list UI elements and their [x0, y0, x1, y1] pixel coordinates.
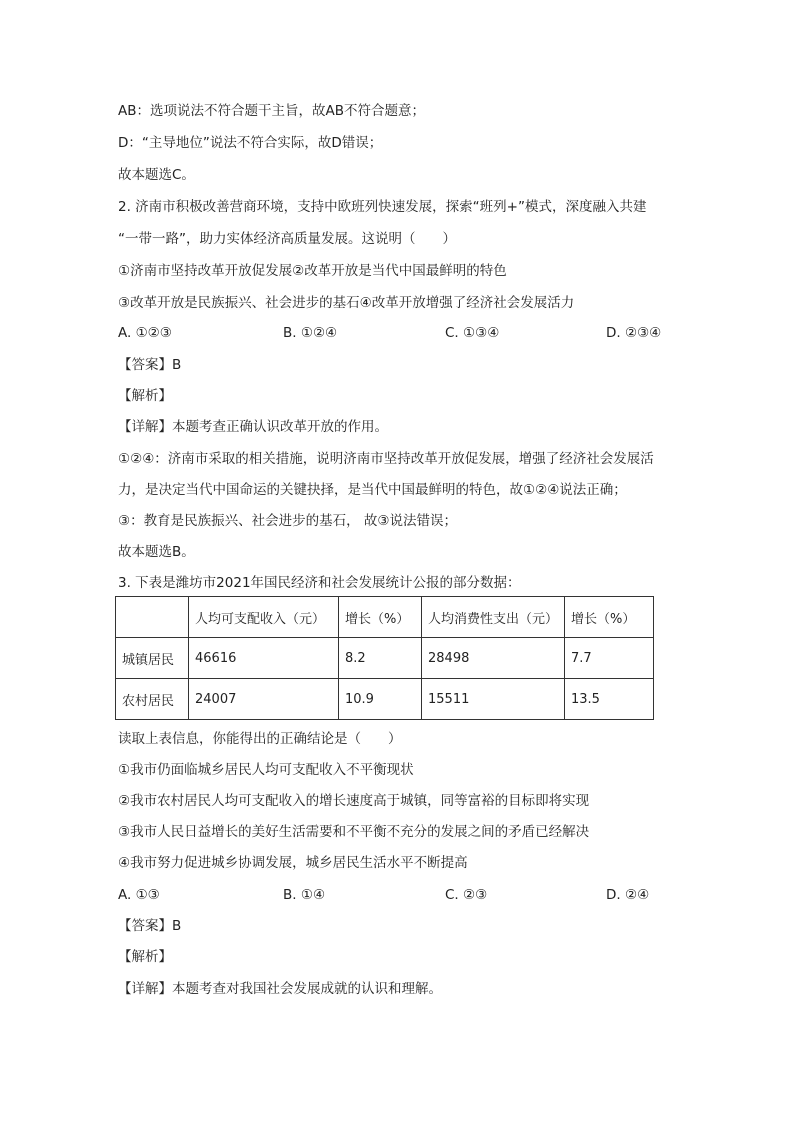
q2-detail: 【详解】本题考查正确认识改革开放的作用。	[118, 419, 388, 435]
q3-statement: ④我市努力促进城乡协调发展，城乡居民生活水平不断提高	[118, 855, 468, 871]
q3-statement: ②我市农村居民人均可支配收入的增长速度高于城镇，同等富裕的目标即将实现	[118, 793, 590, 809]
table-cell: 人均消费性支出（元）	[422, 597, 565, 638]
question-2-statements: ③改革开放是民族振兴、社会进步的基石④改革开放增强了经济社会发展活力	[118, 295, 575, 311]
table-cell	[116, 597, 189, 638]
question-2-stem: 2. 济南市积极改善营商环境，支持中欧班列快速发展，探索“班列+”模式，深度融入共建	[118, 199, 647, 215]
table-row	[116, 679, 654, 720]
table-cell: 人均可支配收入（元）	[189, 597, 339, 638]
table-header-row	[116, 597, 654, 638]
q3-option-c: C. ②③	[445, 887, 488, 903]
table-cell: 8.2	[339, 638, 422, 679]
q3-detail: 【详解】本题考查对我国社会发展成就的认识和理解。	[118, 981, 442, 997]
q2-option-a: A. ①②③	[118, 325, 172, 341]
q2-option-c: C. ①③④	[445, 325, 500, 341]
text-line: AB：选项说法不符合题干主旨，故AB不符合题意；	[118, 103, 425, 119]
q3-statement: ①我市仍面临城乡居民人均可支配收入不平衡现状	[118, 762, 414, 778]
text-line: 故本题选C。	[118, 167, 195, 183]
q2-analysis-label: 【解析】	[118, 388, 172, 404]
table-cell: 46616	[189, 638, 339, 679]
question-2-stem-cont: “一带一路”，助力实体经济高质量发展。这说明（ ）	[118, 231, 456, 247]
q2-detail: ③：教育是民族振兴、社会进步的基石， 故③说法错误；	[118, 513, 457, 529]
table-row	[116, 638, 654, 679]
q3-option-d: D. ②④	[606, 887, 650, 903]
statistics-table	[115, 596, 654, 720]
text-line: D：“主导地位”说法不符合实际，故D错误；	[118, 135, 383, 151]
q3-answer: 【答案】B	[118, 918, 182, 934]
q2-option-b: B. ①②④	[283, 325, 338, 341]
table-cell: 城镇居民	[116, 638, 189, 679]
table-cell: 28498	[422, 638, 565, 679]
table-cell: 7.7	[565, 638, 654, 679]
table-cell: 24007	[189, 679, 339, 720]
question-3-stem: 3. 下表是潍坊市2021年国民经济和社会发展统计公报的部分数据：	[118, 575, 521, 591]
question-2-statements: ①济南市坚持改革开放促发展②改革开放是当代中国最鲜明的特色	[118, 263, 507, 279]
q2-detail: 力，是决定当代中国命运的关键抉择，是当代中国最鲜明的特色，故①②④说法正确；	[118, 482, 627, 498]
q2-answer: 【答案】B	[118, 357, 182, 373]
q2-detail: ①②④：济南市采取的相关措施，说明济南市坚持改革开放促发展，增强了经济社会发展活	[118, 451, 654, 467]
q2-detail: 故本题选B。	[118, 544, 195, 560]
q2-option-d: D. ②③④	[606, 325, 662, 341]
q3-statement: ③我市人民日益增长的美好生活需要和不平衡不充分的发展之间的矛盾已经解决	[118, 824, 590, 840]
table-cell: 增长（%）	[565, 597, 654, 638]
q3-prompt: 读取上表信息，你能得出的正确结论是（ ）	[118, 731, 402, 747]
table-cell: 增长（%）	[339, 597, 422, 638]
table-cell: 10.9	[339, 679, 422, 720]
q3-option-a: A. ①③	[118, 887, 160, 903]
table-cell: 13.5	[565, 679, 654, 720]
table-cell: 农村居民	[116, 679, 189, 720]
q3-option-b: B. ①④	[283, 887, 326, 903]
table-cell: 15511	[422, 679, 565, 720]
q3-analysis-label: 【解析】	[118, 949, 172, 965]
